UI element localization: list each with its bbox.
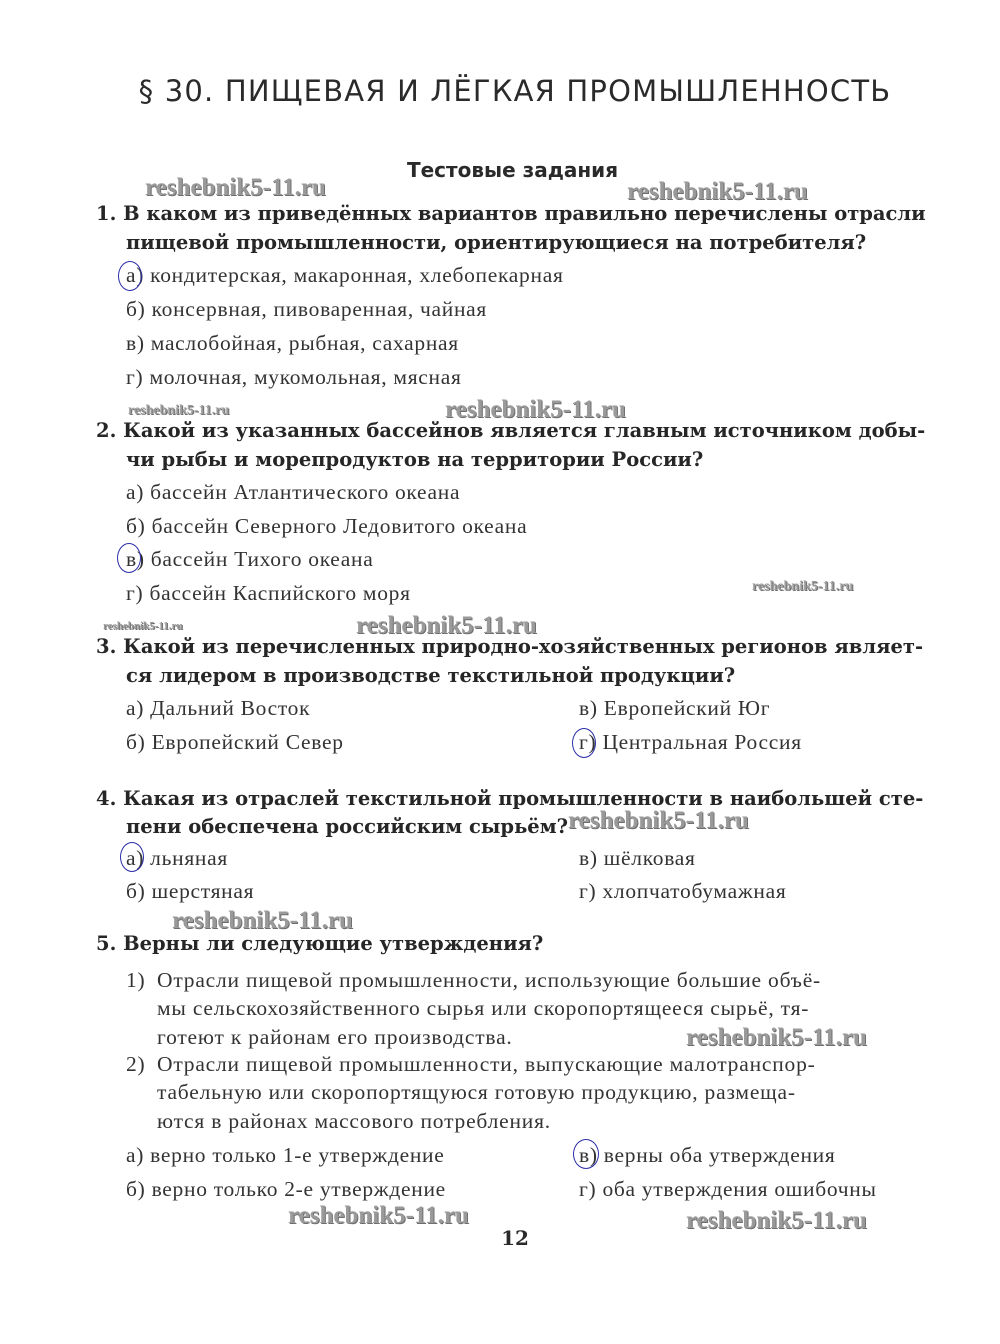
watermark-text: reshebnik5-11.ru bbox=[568, 807, 749, 834]
question-5-option-a: а) верно только 1-е утверждение bbox=[126, 1143, 445, 1167]
page-number: 12 bbox=[501, 1226, 529, 1250]
question-3-option-b: б) Европейский Север bbox=[126, 730, 344, 754]
watermark-text: reshebnik5-11.ru bbox=[686, 1207, 867, 1234]
section-subtitle: Тестовые задания bbox=[406, 158, 619, 182]
question-1-text: пищевой промышленности, ориентирующиеся на потребителя? bbox=[126, 231, 867, 254]
watermark-text: reshebnik5-11.ru bbox=[103, 620, 183, 632]
watermark-text: reshebnik5-11.ru bbox=[686, 1024, 867, 1051]
statement-1-text: мы сельскохозяйственного сырья или скоропортящееся сырьё, тя- bbox=[157, 996, 810, 1020]
watermark-text: reshebnik5-11.ru bbox=[752, 579, 854, 594]
watermark-text: reshebnik5-11.ru bbox=[445, 396, 626, 423]
statement-2-text: ются в районах массового потребления. bbox=[157, 1109, 551, 1133]
question-3-text: ся лидером в производстве текстильной продукции? bbox=[126, 664, 736, 687]
question-2-option-v: в) бассейн Тихого океана bbox=[126, 547, 374, 571]
question-3-text: 3. Какой из перечисленных природно-хозяйственных регионов являет- bbox=[96, 635, 924, 658]
question-5-option-g: г) оба утверждения ошибочны bbox=[579, 1177, 877, 1201]
question-1-option-a: а) кондитерская, макаронная, хлебопекарная bbox=[126, 263, 564, 287]
watermark-text: reshebnik5-11.ru bbox=[356, 612, 537, 639]
question-2-option-g: г) бассейн Каспийского моря bbox=[126, 581, 411, 605]
answer-circle-mark bbox=[118, 261, 142, 291]
statement-2-number: 2) bbox=[126, 1052, 146, 1076]
question-4-text: пени обеспечена российским сырьём? bbox=[126, 815, 569, 838]
statement-1-number: 1) bbox=[126, 968, 146, 992]
watermark-text: reshebnik5-11.ru bbox=[128, 403, 230, 418]
question-4-option-g: г) хлопчатобумажная bbox=[579, 879, 787, 903]
question-5-text: 5. Верны ли следующие утверждения? bbox=[96, 932, 544, 955]
question-1-option-g: г) молочная, мукомольная, мясная bbox=[126, 365, 462, 389]
watermark-text: reshebnik5-11.ru bbox=[172, 907, 353, 934]
question-5-option-b: б) верно только 2-е утверждение bbox=[126, 1177, 446, 1201]
question-3-option-g: г) Центральная Россия bbox=[579, 730, 802, 754]
question-2-text: чи рыбы и морепродуктов на территории России? bbox=[126, 448, 704, 471]
statement-2-text: табельную или скоропортящуюся готовую продукцию, размеща- bbox=[157, 1080, 796, 1104]
question-3-option-a: а) Дальний Восток bbox=[126, 696, 311, 720]
statement-1-text: Отрасли пищевой промышленности, использующие большие объё- bbox=[157, 968, 822, 992]
statement-2-text: Отрасли пищевой промышленности, выпускающие малотранспор- bbox=[157, 1052, 816, 1076]
watermark-text: reshebnik5-11.ru bbox=[145, 174, 326, 201]
answer-circle-mark bbox=[573, 1139, 599, 1169]
question-4-option-a: а) льняная bbox=[126, 846, 228, 870]
question-4-option-b: б) шерстяная bbox=[126, 879, 255, 903]
question-2-option-a: а) бассейн Атлантического океана bbox=[126, 480, 461, 504]
question-1-text: 1. В каком из приведённых вариантов правильно перечислены отрасли bbox=[96, 202, 926, 225]
question-4-option-v: в) шёлковая bbox=[579, 846, 696, 870]
question-4-text: 4. Какая из отраслей текстильной промышленности в наибольшей сте- bbox=[96, 787, 924, 810]
page-title: § 30. ПИЩЕВАЯ И ЛЁГКАЯ ПРОМЫШЛЕННОСТЬ bbox=[138, 74, 892, 108]
answer-circle-mark bbox=[572, 728, 596, 758]
statement-1-text: готеют к районам его производства. bbox=[157, 1025, 513, 1049]
question-1-option-v: в) маслобойная, рыбная, сахарная bbox=[126, 331, 459, 355]
question-2-text: 2. Какой из указанных бассейнов является главным источником добы- bbox=[96, 419, 926, 442]
question-3-option-v: в) Европейский Юг bbox=[579, 696, 771, 720]
question-5-option-v: в) верны оба утверждения bbox=[579, 1143, 836, 1167]
question-1-option-b: б) консервная, пивоваренная, чайная bbox=[126, 297, 487, 321]
watermark-text: reshebnik5-11.ru bbox=[288, 1202, 469, 1229]
watermark-text: reshebnik5-11.ru bbox=[627, 178, 808, 205]
answer-circle-mark bbox=[117, 543, 141, 573]
answer-circle-mark bbox=[120, 842, 144, 872]
question-2-option-b: б) бассейн Северного Ледовитого океана bbox=[126, 514, 528, 538]
